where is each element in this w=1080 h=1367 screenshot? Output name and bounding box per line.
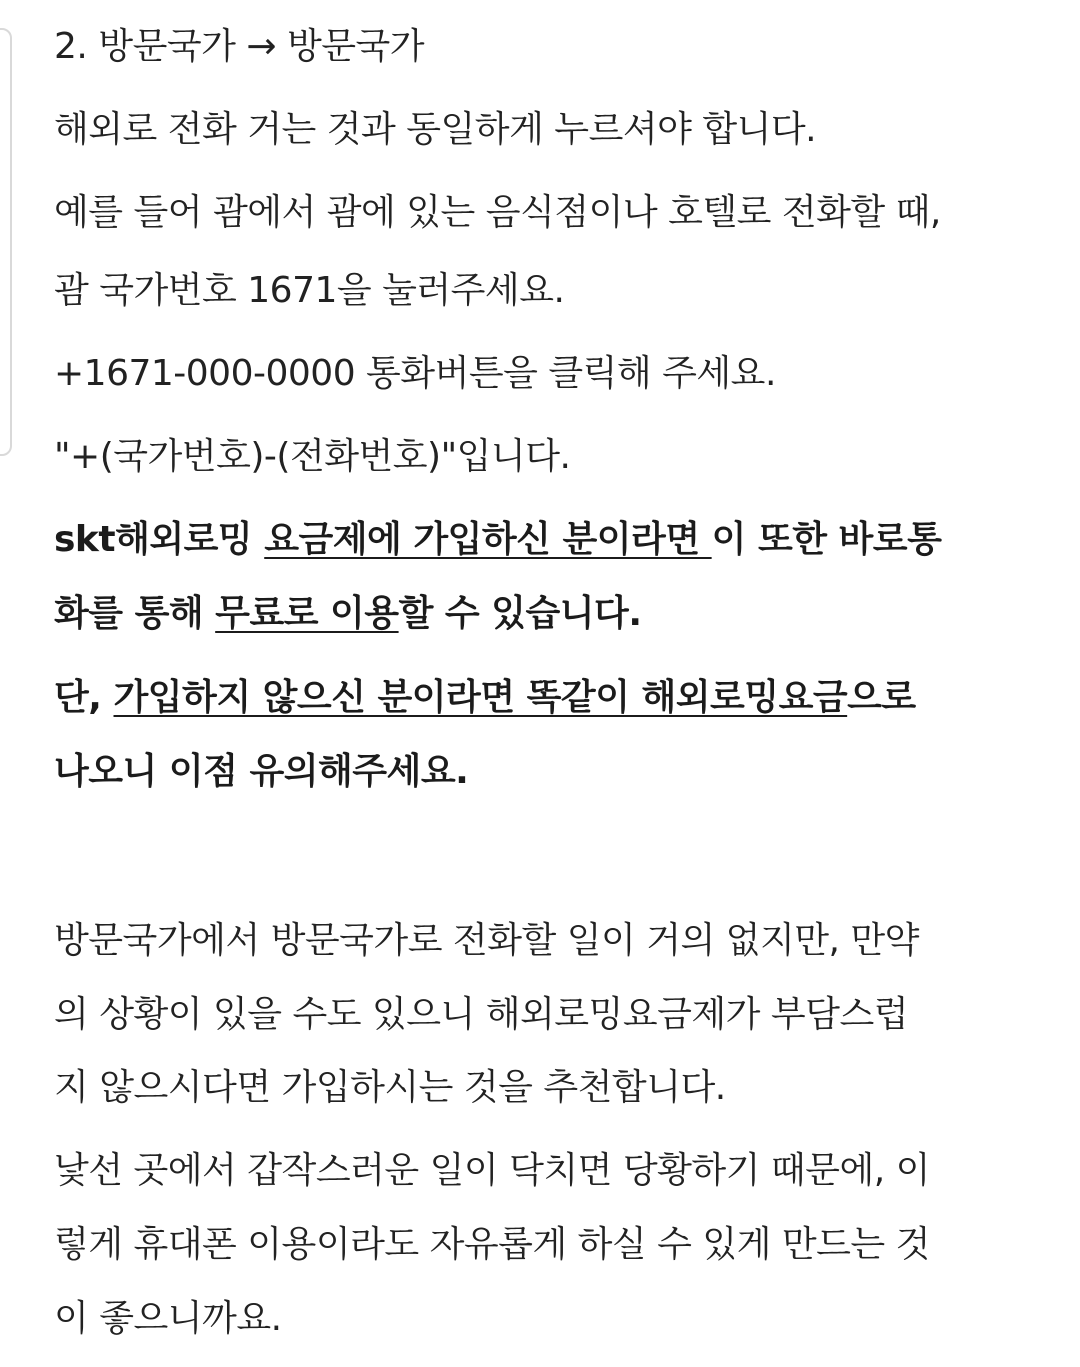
paragraph-line: 괌 국가번호 1671을 눌러주세요. — [54, 270, 565, 311]
notice-text: skt해외로밍 — [54, 519, 265, 560]
paragraph-line: 낯선 곳에서 갑작스러운 일이 닥치면 당황하기 때문에, 이 — [54, 1150, 930, 1191]
notice-text: 할 수 있습니다. — [398, 593, 642, 634]
bold-notice-line — [54, 510, 941, 570]
paragraph-line: 렇게 휴대폰 이용이라도 자유롭게 하실 수 있게 만드는 것 — [54, 1224, 930, 1265]
paragraph-line: 방문국가에서 방문국가로 전화할 일이 거의 없지만, 만약 — [54, 920, 919, 961]
notice-text: 으로 — [847, 677, 916, 718]
paragraph-line: 예를 들어 괌에서 괌에 있는 음식점이나 호텔로 전화할 때, — [54, 192, 941, 233]
paragraph-line: 이 좋으니까요. — [54, 1298, 282, 1339]
notice-text: 화를 통해 — [54, 593, 216, 634]
notice-text: 이 또한 바로통 — [711, 519, 942, 560]
paragraph-line: "+(국가번호)-(전화번호)"입니다. — [54, 436, 571, 477]
underlined-text: 무료로 이용 — [215, 593, 399, 634]
paragraph-line: 의 상황이 있을 수도 있으니 해외로밍요금제가 부담스럽 — [54, 994, 909, 1035]
bold-notice-line — [54, 584, 642, 644]
underlined-text: 가입하지 않으신 분이라면 똑같이 해외로밍요금 — [113, 677, 848, 718]
notice-text: 단, — [54, 677, 114, 718]
section-heading: 2. 방문국가 → 방문국가 — [54, 26, 425, 67]
underlined-text: 요금제에 가입하신 분이라면 — [264, 519, 712, 560]
side-panel-handle[interactable] — [0, 28, 12, 456]
paragraph-line: 지 않으시다면 가입하시는 것을 추천합니다. — [54, 1067, 726, 1108]
bold-notice-line: 나오니 이점 유의해주세요. — [54, 751, 469, 792]
bold-notice-line — [54, 668, 916, 728]
paragraph-line: +1671-000-0000 통화버튼을 클릭해 주세요. — [54, 353, 776, 394]
paragraph-line: 해외로 전화 거는 것과 동일하게 누르셔야 합니다. — [54, 109, 817, 150]
